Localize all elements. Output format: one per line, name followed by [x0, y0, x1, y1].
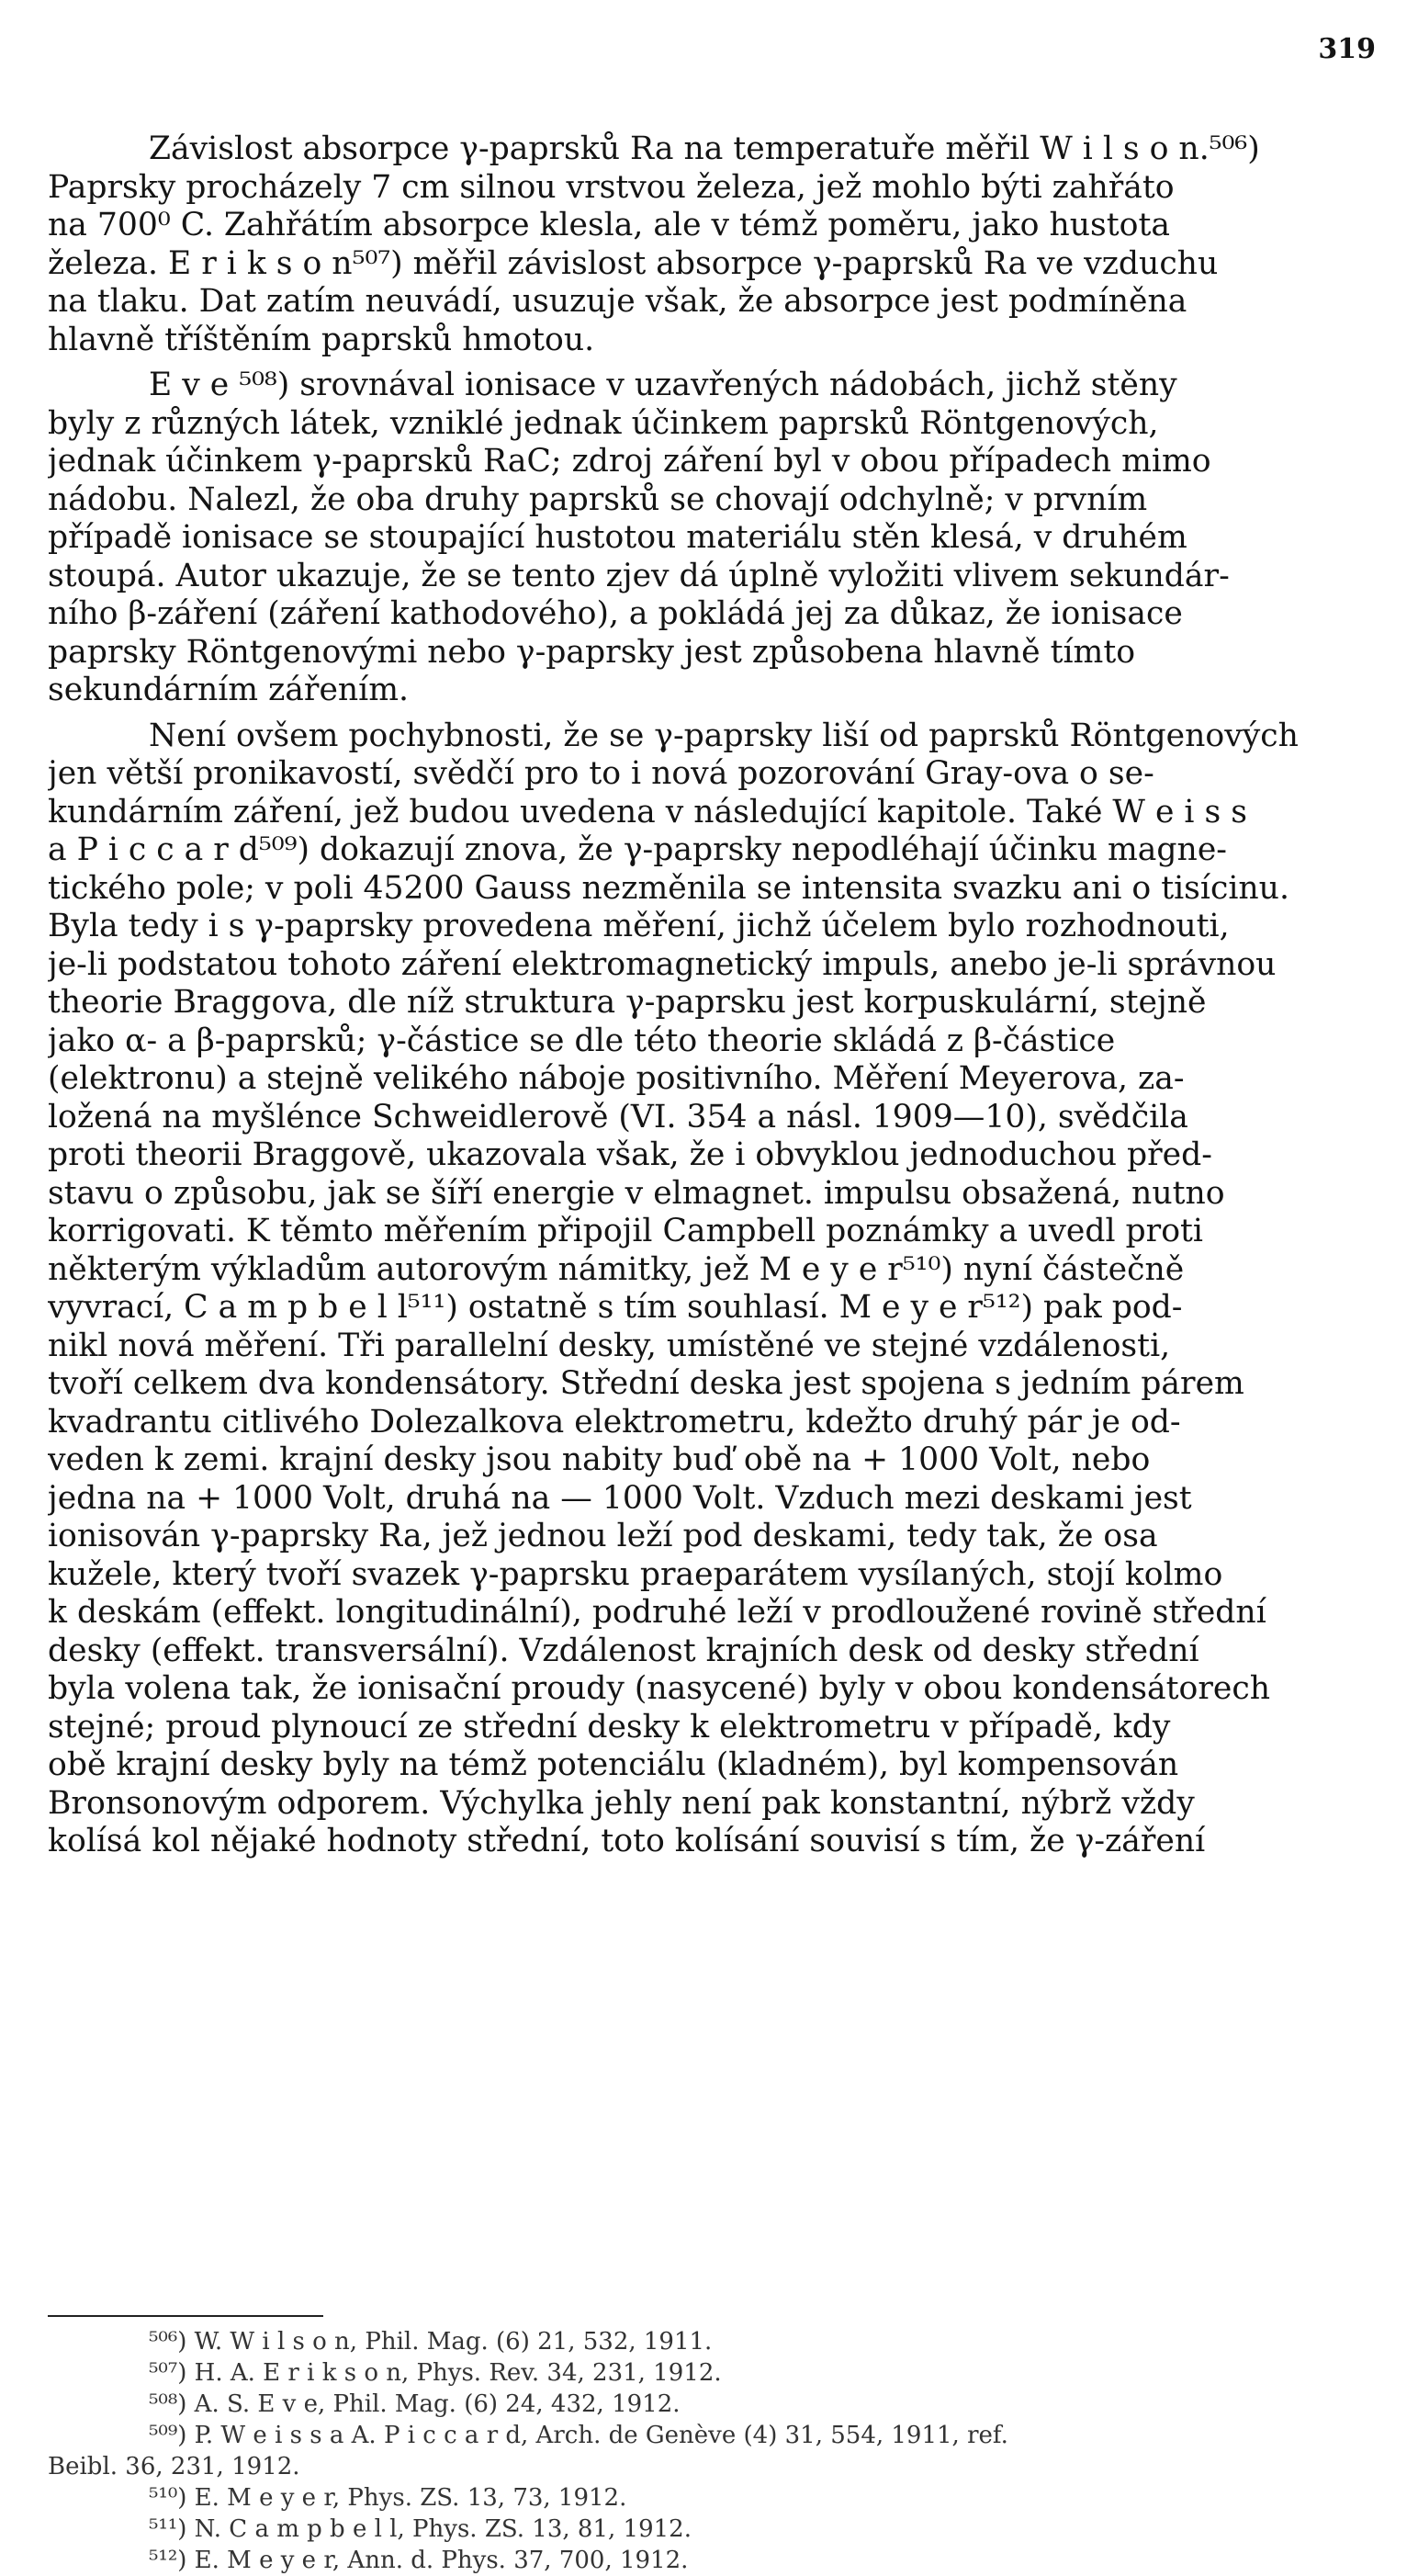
- text-line: na tlaku. Dat zatím neuvádí, usuzuje však, že absorpce jest podmíněna: [48, 283, 1187, 320]
- page-number: 319: [1318, 33, 1376, 65]
- text-line: ionisován γ-paprsky Ra, jež jednou leží pod deskami, tedy tak, že osa: [48, 1518, 1158, 1554]
- text-line: theorie Braggova, dle níž struktura γ-paprsku jest korpuskulární, stejně: [48, 984, 1207, 1021]
- text-line: desky (effekt. transversální). Vzdálenost krajních desk od desky střední: [48, 1632, 1199, 1669]
- text-line: Bronsonovým odporem. Výchylka jehly není pak konstantní, nýbrž vždy: [48, 1784, 1195, 1822]
- footnote: ⁵¹⁰) E. M e y e r, Phys. ZS. 13, 73, 1912.: [149, 2484, 627, 2512]
- text-line: Paprsky procházely 7 cm silnou vrstvou železa, jež mohlo býti zahřáto: [48, 168, 1175, 206]
- text-line: Závislost absorpce γ-paprsků Ra na temperatuře měřil W i l s o n.⁵⁰⁶): [149, 130, 1260, 167]
- text-line: některým výkladům autorovým námitky, jež M e y e r⁵¹⁰) nyní částečně: [48, 1250, 1185, 1288]
- text-line: jednak účinkem γ-paprsků RaC; zdroj záření byl v obou případech mimo: [48, 443, 1211, 480]
- footnote: ⁵⁰⁹) P. W e i s s a A. P i c c a r d, Arch. de Genève (4) 31, 554, 1911, ref.: [149, 2422, 1008, 2449]
- footnote: ⁵⁰⁷) H. A. E r i k s o n, Phys. Rev. 34, 231, 1912.: [149, 2359, 722, 2387]
- text-line: jako α- a β-paprsků; γ-částice se dle této theorie skládá z β-částice: [48, 1022, 1116, 1059]
- text-line: hlavně tříštěním paprsků hmotou.: [48, 321, 595, 358]
- text-line: stoupá. Autor ukazuje, že se tento zjev dá úplně vyložiti vlivem sekundár-: [48, 557, 1230, 594]
- text-line: byla volena tak, že ionisační proudy (nasycené) byly v obou kondensátorech: [48, 1670, 1270, 1707]
- text-line: ního β-záření (záření kathodového), a pokládá jej za důkaz, že ionisace: [48, 595, 1183, 632]
- text-line: jen větší pronikavostí, svědčí pro to i nová pozorování Gray-ova o se-: [48, 755, 1154, 792]
- text-line: veden k zemi. krajní desky jsou nabity buď obě na + 1000 Volt, nebo: [48, 1441, 1151, 1478]
- text-line: je-li podstatou tohoto záření elektromagnetický impuls, anebo je-li správnou: [48, 945, 1277, 983]
- text-line: jedna na + 1000 Volt, druhá na — 1000 Volt. Vzduch mezi deskami jest: [48, 1479, 1192, 1517]
- text-line: sekundárním zářením.: [48, 672, 410, 708]
- text-line: Není ovšem pochybnosti, že se γ-paprsky liší od paprsků Röntgenových: [149, 717, 1299, 754]
- footnote: ⁵⁰⁸) A. S. E v e, Phil. Mag. (6) 24, 432, 1912.: [149, 2390, 681, 2418]
- text-line: stavu o způsobu, jak se šíří energie v elmagnet. impulsu obsažená, nutno: [48, 1174, 1225, 1212]
- text-line: proti theorii Braggově, ukazovala však, že i obvyklou jednoduchou před-: [48, 1136, 1212, 1173]
- text-line: na 700⁰ C. Zahřátím absorpce klesla, ale v témž poměru, jako hustota: [48, 207, 1171, 243]
- text-line: (elektronu) a stejně velikého náboje positivního. Měření Meyerova, za-: [48, 1060, 1185, 1097]
- footnote-divider: [48, 2315, 323, 2317]
- footnote: ⁵¹¹) N. C a m p b e l l, Phys. ZS. 13, 81, 1912.: [149, 2515, 692, 2543]
- footnotes: [48, 2326, 1379, 2576]
- text-line: k deskám (effekt. longitudinální), podruhé leží v prodloužené rovině střední: [48, 1594, 1266, 1631]
- text-line: kolísá kol nějaké hodnoty střední, toto kolísání souvisí s tím, že γ-záření: [48, 1823, 1206, 1859]
- text-line: případě ionisace se stoupající hustotou materiálu stěn klesá, v druhém: [48, 519, 1187, 556]
- text-line: paprsky Röntgenovými nebo γ-paprsky jest způsobena hlavně tímto: [48, 633, 1136, 671]
- text-line: byly z různých látek, vzniklé jednak účinkem paprsků Röntgenových,: [48, 404, 1159, 442]
- text-line: obě krajní desky byly na témž potenciálu (kladném), byl kompensován: [48, 1746, 1179, 1783]
- text-line: tvoří celkem dva kondensátory. Střední deska jest spojena s jedním párem: [48, 1365, 1244, 1402]
- text-line: kvadrantu citlivého Dolezalkova elektrometru, kdežto druhý pár je od-: [48, 1403, 1181, 1441]
- text-line: tického pole; v poli 45200 Gauss nezměnila se intensita svazku ani o tisícinu.: [48, 869, 1289, 907]
- footnote: ⁵¹²) E. M e y e r, Ann. d. Phys. 37, 700, 1912.: [149, 2547, 689, 2574]
- footnote: Beibl. 36, 231, 1912.: [48, 2453, 300, 2480]
- text-line: Byla tedy i s γ-paprsky provedena měření, jichž účelem bylo rozhodnouti,: [48, 908, 1230, 944]
- footnote: ⁵⁰⁶) W. W i l s o n, Phil. Mag. (6) 21, 532, 1911.: [149, 2328, 713, 2356]
- text-line: kundárním záření, jež budou uvedena v následující kapitole. Také W e i s s: [48, 793, 1247, 830]
- text-line: železa. E r i k s o n⁵⁰⁷) měřil závislost absorpce γ-paprsků Ra ve vzduchu: [48, 244, 1219, 282]
- text-line: E v e ⁵⁰⁸) srovnával ionisace v uzavřených nádobách, jichž stěny: [149, 367, 1177, 403]
- text-line: a P i c c a r d⁵⁰⁹) dokazují znova, že γ-paprsky nepodléhají účinku magne-: [48, 831, 1227, 868]
- text-line: korrigovati. K těmto měřením připojil Campbell poznámky a uvedl proti: [48, 1213, 1203, 1249]
- text-line: stejné; proud plynoucí ze střední desky k elektrometru v případě, kdy: [48, 1708, 1171, 1746]
- text-line: nikl nová měření. Tři parallelní desky, umístěné ve stejné vzdálenosti,: [48, 1327, 1171, 1364]
- text-line: ložená na myšlénce Schweidlerově (VI. 354 a násl. 1909—10), svědčila: [48, 1098, 1188, 1135]
- body-text: [48, 130, 1379, 1861]
- text-line: vyvrací, C a m p b e l l⁵¹¹) ostatně s tím souhlasí. M e y e r⁵¹²) pak pod-: [48, 1289, 1183, 1326]
- text-line: nádobu. Nalezl, že oba druhy paprsků se chovají odchylně; v prvním: [48, 480, 1148, 518]
- text-line: kužele, který tvoří svazek γ-paprsku praeparátem vysílaných, stojí kolmo: [48, 1555, 1223, 1593]
